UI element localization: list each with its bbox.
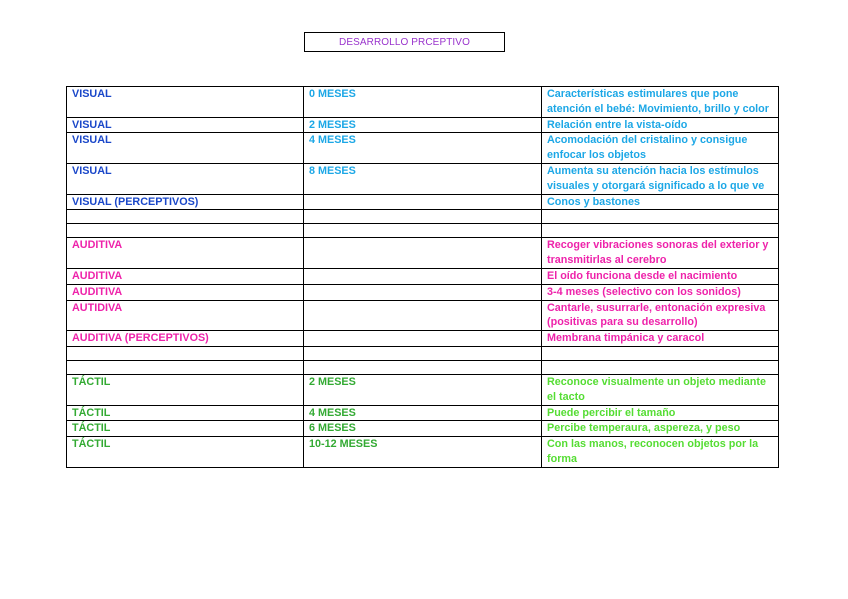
age-cell: 8 MESES xyxy=(304,163,542,194)
category-cell: VISUAL xyxy=(67,133,304,164)
table-row xyxy=(67,87,779,118)
category-cell: AUDITIVA xyxy=(67,284,304,300)
age-cell xyxy=(304,346,542,360)
age-cell xyxy=(304,194,542,210)
table-row xyxy=(67,238,779,269)
description-cell: Relación entre la vista-oído xyxy=(542,117,779,133)
category-cell xyxy=(67,346,304,360)
empty-row xyxy=(67,360,779,374)
empty-row xyxy=(67,210,779,224)
description-cell: Puede percibir el tamaño xyxy=(542,405,779,421)
description-cell: Aumenta su atención hacia los estímulos visuales y otorgará significado a lo que ve xyxy=(542,163,779,194)
category-cell: VISUAL xyxy=(67,87,304,118)
category-cell: TÁCTIL xyxy=(67,421,304,437)
age-cell xyxy=(304,268,542,284)
category-cell: AUDITIVA xyxy=(67,238,304,269)
age-cell: 4 MESES xyxy=(304,133,542,164)
empty-row xyxy=(67,346,779,360)
table-row xyxy=(67,300,779,331)
description-cell xyxy=(542,346,779,360)
age-cell: 6 MESES xyxy=(304,421,542,437)
category-cell xyxy=(67,360,304,374)
description-cell: Conos y bastones xyxy=(542,194,779,210)
description-cell: Reconoce visualmente un objeto mediante el tacto xyxy=(542,374,779,405)
age-cell: 4 MESES xyxy=(304,405,542,421)
age-cell xyxy=(304,224,542,238)
description-cell: Características estimulares que pone atención el bebé: Movimiento, brillo y color xyxy=(542,87,779,118)
age-cell: 10-12 MESES xyxy=(304,437,542,468)
table-row xyxy=(67,163,779,194)
description-cell: 3-4 meses (selectivo con los sonidos) xyxy=(542,284,779,300)
age-cell xyxy=(304,284,542,300)
category-cell: TÁCTIL xyxy=(67,374,304,405)
age-cell xyxy=(304,210,542,224)
age-cell: 2 MESES xyxy=(304,117,542,133)
table-row xyxy=(67,194,779,210)
category-cell: VISUAL (PERCEPTIVOS) xyxy=(67,194,304,210)
description-cell: El oído funciona desde el nacimiento xyxy=(542,268,779,284)
table-row xyxy=(67,405,779,421)
table-row xyxy=(67,133,779,164)
document-title: DESARROLLO PRCEPTIVO xyxy=(304,32,505,52)
description-cell: Percibe temperaura, aspereza, y peso xyxy=(542,421,779,437)
table-row xyxy=(67,437,779,468)
description-cell: Cantarle, susurrarle, entonación expresiva (positivas para su desarrollo) xyxy=(542,300,779,331)
age-cell xyxy=(304,331,542,347)
table-row xyxy=(67,331,779,347)
category-cell: AUDITIVA (PERCEPTIVOS) xyxy=(67,331,304,347)
empty-row xyxy=(67,224,779,238)
age-cell: 2 MESES xyxy=(304,374,542,405)
table-row xyxy=(67,117,779,133)
table-row xyxy=(67,268,779,284)
description-cell: Recoger vibraciones sonoras del exterior y transmitirlas al cerebro xyxy=(542,238,779,269)
category-cell xyxy=(67,210,304,224)
table-body xyxy=(67,87,779,468)
description-cell: Con las manos, reconocen objetos por la forma xyxy=(542,437,779,468)
age-cell: 0 MESES xyxy=(304,87,542,118)
category-cell: AUDITIVA xyxy=(67,268,304,284)
description-cell xyxy=(542,210,779,224)
category-cell xyxy=(67,224,304,238)
category-cell: TÁCTIL xyxy=(67,437,304,468)
table-row xyxy=(67,284,779,300)
description-cell: Acomodación del cristalino y consigue enfocar los objetos xyxy=(542,133,779,164)
age-cell xyxy=(304,238,542,269)
category-cell: VISUAL xyxy=(67,117,304,133)
perception-table xyxy=(66,86,779,468)
description-cell xyxy=(542,224,779,238)
table-row xyxy=(67,374,779,405)
category-cell: AUTIDIVA xyxy=(67,300,304,331)
category-cell: VISUAL xyxy=(67,163,304,194)
description-cell xyxy=(542,360,779,374)
description-cell: Membrana timpánica y caracol xyxy=(542,331,779,347)
category-cell: TÁCTIL xyxy=(67,405,304,421)
age-cell xyxy=(304,360,542,374)
table-row xyxy=(67,421,779,437)
age-cell xyxy=(304,300,542,331)
